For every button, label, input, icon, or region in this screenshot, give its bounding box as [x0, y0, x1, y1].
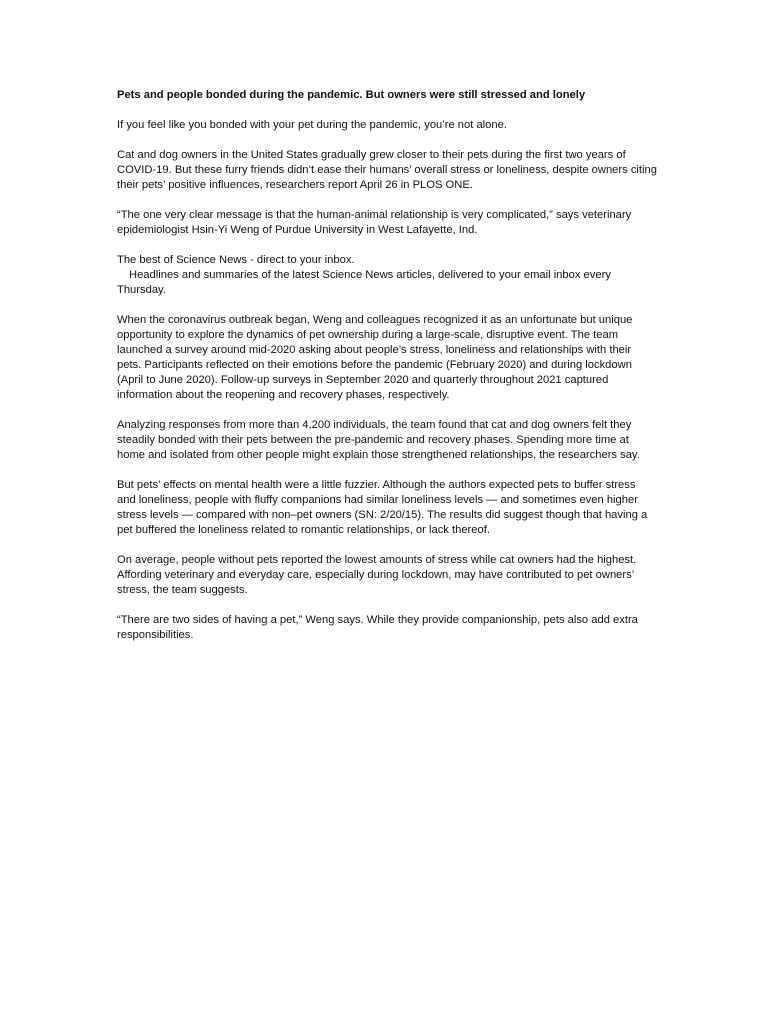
paragraph-summary: Cat and dog owners in the United States gradually grew closer to their pets during the first two years of COVID-19. But these furry friends didn’t ease their humans’ overall stress or loneliness, despite owners citing their pets’ positive influences, researchers report April 26 in PLOS ONE. [117, 149, 657, 191]
newsletter-description: Headlines and summaries of the latest Science News articles, delivered to your email inbox every Thursday. [117, 269, 611, 296]
paragraph-stress-levels: On average, people without pets reported the lowest amounts of stress while cat owners had the highest. Affording veterinary and everyday care, especially during lockdown, may have contributed to pet owners’ stress, the team suggests. [117, 554, 637, 596]
paragraph-mental-health: But pets’ effects on mental health were a little fuzzier. Although the authors expected pets to buffer stress and loneliness, people with fluffy companions had similar loneliness levels — and sometimes even higher stress levels — compared with non–pet owners (SN: 2/20/15). The results did suggest though that having a pet buffered the loneliness related to romantic relationships, or lack thereof. [117, 479, 648, 536]
document-page [117, 88, 657, 658]
paragraph-intro: If you feel like you bonded with your pet during the pandemic, you’re not alone. [117, 119, 507, 131]
paragraph-quote: “The one very clear message is that the human-animal relationship is very complicated,” says veterinary epidemiologist Hsin-Yi Weng of Purdue University in West Lafayette, Ind. [117, 209, 632, 236]
article-title: Pets and people bonded during the pandemic. But owners were still stressed and lonely [117, 89, 586, 101]
newsletter-heading: The best of Science News - direct to your inbox. [117, 254, 355, 266]
paragraph-survey: When the coronavirus outbreak began, Weng and colleagues recognized it as an unfortunate but unique opportunity to explore the dynamics of pet ownership during a large-scale, disruptive event. The team launched a survey around mid-2020 asking about people’s stress, loneliness and relationships with their pets. Participants reflected on their emotions before the pandemic (February 2020) and during lockdown (April to June 2020). Follow-up surveys in September 2020 and quarterly throughout 2021 captured information about the reopening and recovery phases, respectively. [117, 314, 633, 401]
paragraph-findings: Analyzing responses from more than 4,200 individuals, the team found that cat and dog owners felt they steadily bonded with their pets between the pre-pandemic and recovery phases. Spending more time at home and isolated from other people might explain those strengthened relationships, the researchers say. [117, 419, 640, 461]
paragraph-closing-quote: “There are two sides of having a pet,” Weng says. While they provide companionship, pets also add extra responsibilities. [117, 614, 638, 641]
